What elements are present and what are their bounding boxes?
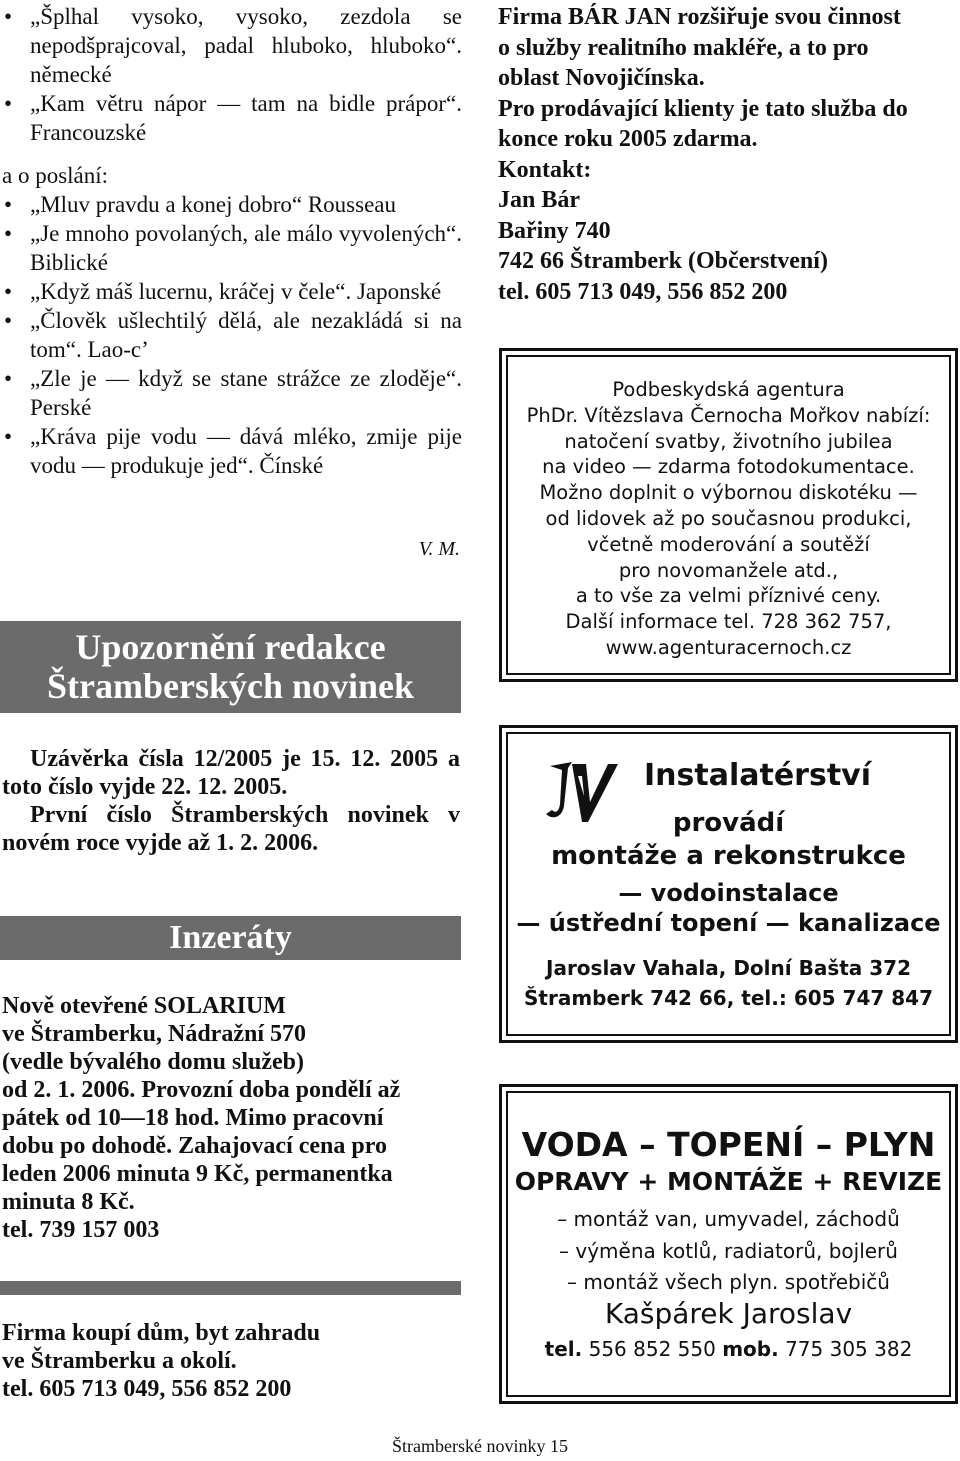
ad-line: – výměna kotlů, radiatorů, bojlerů [559,1239,898,1263]
bullet-icon: • [4,4,13,29]
bullet-icon: • [4,308,13,333]
ad-line: včetně moderování a soutěží [587,532,870,556]
tel-number: 556 852 550 [588,1337,716,1361]
quote-item: • „Kam větru nápor — tam na bidle prápor“. Francouzské [4,91,462,145]
notice-paragraph: Uzávěrka čísla 12/2005 je 15. 12. 2005 a toto číslo vyjde 22. 12. 2005. [2,746,460,800]
bullet-icon: • [4,91,13,116]
heating-ad-box [499,1084,958,1404]
mob-number: 775 305 382 [785,1337,913,1361]
notice-banner-line: Štramberských novinek [46,666,415,706]
contact-name: Kašpárek Jaroslav [604,1297,853,1330]
ad-line: pro novomanžele atd., [618,558,839,582]
divider-bar [0,1281,461,1295]
quotes-list-top [2,2,462,147]
plumbing-ad-box [499,725,958,1043]
ad-line: montáže a rekonstrukce [551,841,906,871]
notice-banner [0,621,461,713]
ad-line: 742 66 Štramberk (Občerstvení) [498,248,828,274]
plumbing-title: Instalatérství [644,758,872,793]
ad-line: dobu po dohodě. Zahajovací cena pro [2,1133,387,1159]
author-signature: V. M. [418,538,460,560]
ads-banner: Inzeráty [0,916,461,960]
ad-line: tel. 605 713 049, 556 852 200 [498,278,788,305]
quotes-section [2,2,462,480]
ad-line: od 2. 1. 2006. Provozní doba pondělí až [2,1077,401,1103]
quote-item: • „Když máš lucernu, kráčej v čele“. Japonské [4,279,442,304]
solarium-ad [2,992,460,1244]
ad-line: na video — zdarma fotodokumentace. [542,455,915,479]
ad-line: Další informace tel. 728 362 757, [565,610,892,634]
ad-line: Kontakt: [498,156,592,183]
ad-website: www.agenturacernoch.cz [605,635,852,659]
mob-label: mob. [722,1337,779,1361]
quotes-list-bottom [2,190,462,480]
ad-line: — ústřední topení — kanalizace [516,909,941,937]
contact-phones [502,1337,955,1361]
ad-line: konce roku 2005 zdarma. [498,126,758,152]
ad-line: PhDr. Vítězslava Černocha Mořkov nabízí: [526,403,931,427]
ad-line: Firma BÁR JAN rozšiřuje svou činnost [498,4,901,30]
tel-label: tel. [544,1337,583,1361]
notice-paragraph: První číslo Štramberských novinek v novém roce vyjde až 1. 2. 2006. [2,802,460,856]
heating-subtitle: OPRAVY + MONTÁŽE + REVIZE [514,1167,943,1196]
page-footer: Štramberské novinky 15 [392,1436,568,1456]
quote-item: • „Je mnoho povolaných, ale málo vyvolených“. Biblické [4,221,462,275]
buy-property-ad [2,1319,460,1403]
bullet-icon: • [4,424,13,449]
editorial-notice [2,745,460,857]
quote-item: • „Člověk ušlechtilý dělá, ale nezakládá si na tom“. Lao-c’ [4,308,462,362]
ad-line: Firma koupí dům, byt zahradu [2,1320,321,1346]
bullet-icon: • [4,279,13,304]
ad-line: provádí [672,808,785,838]
ad-line: o služby realitního makléře, a to pro [498,34,869,61]
bullet-icon: • [4,366,13,391]
ad-line: Jaroslav Vahala, Dolní Bašta 372 [546,956,911,980]
quote-item: • „Šplhal vysoko, vysoko, zezdola se nepodšprajcoval, padal hluboko, hluboko“. německé [4,4,462,87]
bullet-icon: • [4,221,13,246]
ad-line: ve Štramberku a okolí. [2,1348,237,1374]
ad-line: minuta 8 Kč. [2,1189,135,1215]
ad-line: tel. 739 157 003 [2,1217,160,1243]
ad-line: Nově otevřené SOLARIUM [2,993,286,1019]
ad-line: Podbeskydská agentura [612,378,845,401]
quote-item: • „Mluv pravdu a konej dobro“ Rousseau [4,192,397,217]
bullet-icon: • [4,192,13,217]
ad-line: Bařiny 740 [498,217,611,244]
agency-ad-box [499,348,958,682]
ad-line: ve Štramberku, Nádražní 570 [2,1021,306,1047]
ad-line: Možno doplnit o výbornou diskotéku — [539,481,918,505]
ad-line: a to vše za velmi příznivé ceny. [575,584,882,608]
ad-line: tel. 605 713 049, 556 852 200 [2,1376,292,1402]
notice-banner-line: Upozornění redakce [75,627,386,667]
ad-line: natočení svatby, životního jubilea [564,429,893,453]
ad-line: Pro prodávající klienty je tato služba do [498,95,908,122]
ad-line: oblast Novojičínska. [498,65,705,91]
quote-item: • „Kráva pije vodu — dává mléko, zmije pije vodu — produkuje jed“. Čínské [4,424,462,478]
realty-ad [498,2,958,307]
ad-line: leden 2006 minuta 9 Kč, permanentka [2,1161,393,1187]
section-label: a o poslání: [2,163,109,188]
ad-line: – montáž všech plyn. spotřebičů [567,1270,890,1294]
ad-line: — vodoinstalace [618,879,839,907]
heating-title: VODA – TOPENÍ – PLYN [521,1125,936,1164]
ad-line: od lidovek až po současnou produkci, [545,506,912,530]
ad-line: Jan Bár [498,187,581,213]
ad-line: (vedle bývalého domu služeb) [2,1049,305,1075]
ad-line: – montáž van, umyvadel, záchodů [557,1207,900,1231]
ad-line: Štramberk 742 66, tel.: 605 747 847 [524,986,933,1010]
quote-item: • „Zle je — když se stane strážce ze zloděje“. Perské [4,366,462,420]
ad-line: pátek od 10—18 hod. Mimo pracovní [2,1105,384,1131]
